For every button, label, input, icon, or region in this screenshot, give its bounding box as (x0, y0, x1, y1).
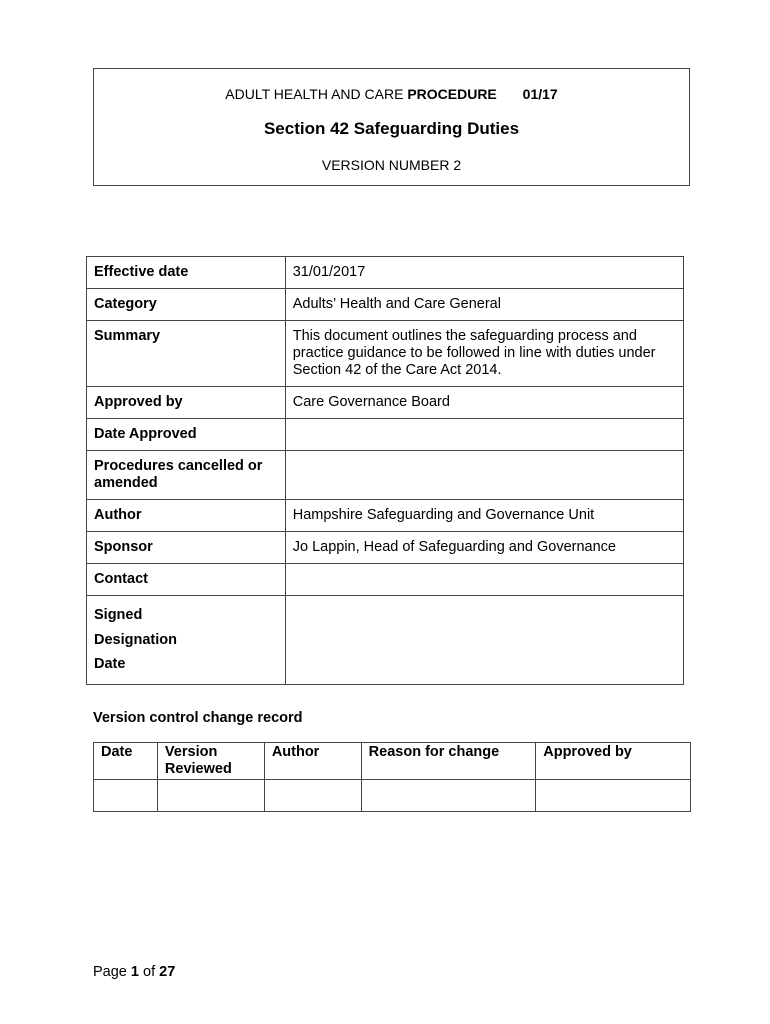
date-label: Date (94, 656, 126, 672)
table-row (94, 780, 691, 812)
table-row (87, 387, 684, 419)
row-value: 31/01/2017 (285, 257, 683, 289)
total-pages: 27 (159, 964, 176, 980)
signature-value (285, 596, 683, 685)
table-cell (361, 780, 536, 812)
column-header-approved: Approved by (536, 743, 691, 780)
document-header-box (93, 68, 690, 186)
table-row (87, 532, 684, 564)
row-value (285, 419, 683, 451)
row-value: Care Governance Board (285, 387, 683, 419)
table-cell (94, 780, 158, 812)
row-label: Author (87, 500, 286, 532)
row-label: Category (87, 289, 286, 321)
table-row (87, 500, 684, 532)
table-row (87, 451, 684, 500)
table-row (87, 419, 684, 451)
signature-labels (87, 596, 286, 685)
version-control-heading: Version control change record (93, 710, 303, 726)
row-label: Sponsor (87, 532, 286, 564)
row-value: Hampshire Safeguarding and Governance Unit (285, 500, 683, 532)
column-header-version: Version Reviewed (157, 743, 264, 780)
document-title: Section 42 Safeguarding Duties (263, 119, 520, 138)
procedure-bold: PROCEDURE (407, 86, 497, 102)
of-word: of (143, 964, 156, 980)
row-value: This document outlines the safeguarding process and practice guidance to be followed in line with duties under Section 42 of the Care Act 2014. (285, 321, 683, 387)
row-label: Date Approved (87, 419, 286, 451)
row-value: Jo Lappin, Head of Safeguarding and Governance (285, 532, 683, 564)
table-row (87, 564, 684, 596)
procedure-number: 01/17 (522, 86, 558, 102)
table-row (87, 289, 684, 321)
page-footer (93, 964, 175, 980)
table-cell (536, 780, 691, 812)
page-word: Page (93, 964, 127, 980)
table-row-signature (87, 596, 684, 685)
row-label: Procedures cancelled or amended (87, 451, 286, 500)
column-header-reason: Reason for change (361, 743, 536, 780)
version-number: VERSION NUMBER 2 (321, 157, 462, 173)
table-row (87, 321, 684, 387)
procedure-prefix: ADULT HEALTH AND CARE (225, 86, 404, 102)
row-label: Approved by (87, 387, 286, 419)
column-header-date: Date (94, 743, 158, 780)
signed-label: Signed (94, 607, 143, 623)
row-value: Adults’ Health and Care General (285, 289, 683, 321)
table-header-row (94, 743, 691, 780)
column-header-author: Author (264, 743, 361, 780)
row-value (285, 564, 683, 596)
designation-label: Designation (94, 631, 177, 648)
table-cell (264, 780, 361, 812)
row-label: Effective date (87, 257, 286, 289)
procedure-line (94, 86, 689, 102)
table-row (87, 257, 684, 289)
current-page: 1 (130, 964, 139, 980)
row-label: Contact (87, 564, 286, 596)
row-label: Summary (87, 321, 286, 387)
table-cell (157, 780, 264, 812)
row-value (285, 451, 683, 500)
version-control-table (93, 742, 691, 812)
document-info-table (86, 256, 684, 685)
